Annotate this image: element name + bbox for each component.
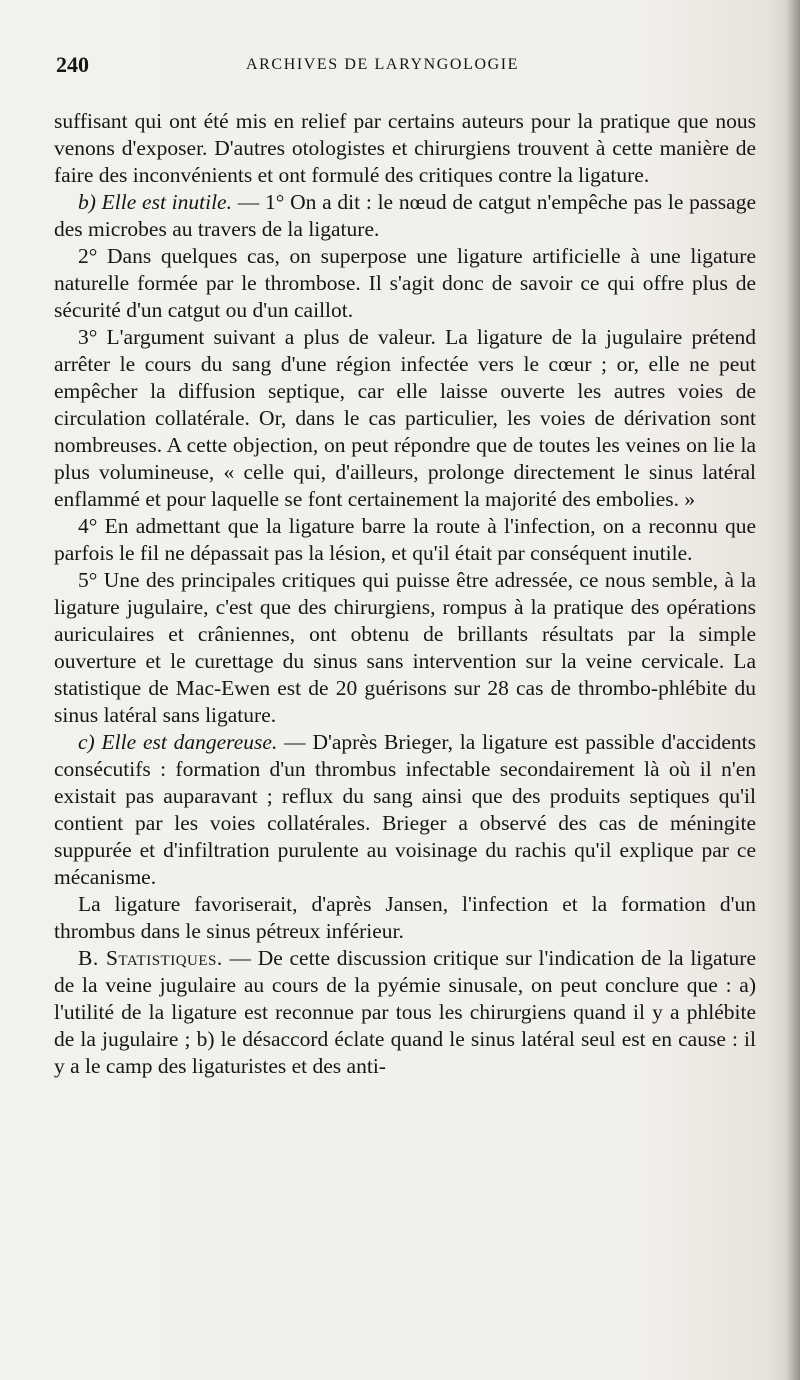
paragraph-7	[54, 729, 756, 891]
paragraph-3	[54, 243, 756, 324]
paragraph-9	[54, 945, 756, 1080]
paragraph-7-heading: c) Elle est dangereuse.	[78, 730, 278, 754]
paragraph-4-text: 3° L'argument suivant a plus de valeur. La ligature de la jugulaire prétend arrêter le cours du sang d'une région infectée vers le cœur ; or, elle ne peut empêcher la diffusion septique, car elle laisse ouverte les autres voies de circulation collatérale. Or, dans le cas particulier, les voies de dérivation sont nombreuses. A cette objection, on peut répondre que de toutes les veines on lie la plus volumineuse, « celle qui, d'ailleurs, prolonge directement le sinus latéral enflammé et pour laquelle se font certainement la majorité des embolies. »	[54, 325, 756, 511]
paragraph-2-text: — 1° On a dit : le nœud de catgut n'empêche pas le passage des microbes au travers de la ligature.	[54, 190, 756, 241]
paragraph-5-text: 4° En admettant que la ligature barre la route à l'infection, on a reconnu que parfois le fil ne dépassait pas la lésion, et qu'il était par conséquent inutile.	[54, 514, 756, 565]
paragraph-8	[54, 891, 756, 945]
paragraph-6	[54, 567, 756, 729]
paragraph-9-text: — De cette discussion critique sur l'indication de la ligature de la veine jugulaire au cours de la pyémie sinusale, on peut conclure que : a) l'utilité de la ligature est reconnue par tous les chirurgiens quand il y a phlébite de la jugulaire ; b) le désaccord éclate quand le sinus latéral seul est en cause : il y a le camp des ligaturistes et des anti-	[54, 946, 756, 1078]
paragraph-4	[54, 324, 756, 513]
paragraph-2	[54, 189, 756, 243]
page-number: 240	[56, 52, 89, 77]
paragraph-5	[54, 513, 756, 567]
paragraph-6-text: 5° Une des principales critiques qui puisse être adressée, ce nous semble, à la ligature jugulaire, c'est que des chirurgiens, rompus à la pratique des opérations auriculaires et crâniennes, ont obtenu de brillants résultats par la simple ouverture et le curettage du sinus sans intervention sur la veine cervicale. La statistique de Mac-Ewen est de 20 guérisons sur 28 cas de thrombo-phlébite du sinus latéral sans ligature.	[54, 568, 756, 727]
paragraph-1	[54, 108, 756, 189]
paragraph-3-text: 2° Dans quelques cas, on superpose une ligature artificielle à une ligature naturelle formée par le thrombose. Il s'agit donc de savoir ce qui offre plus de sécurité d'un catgut ou d'un caillot.	[54, 244, 756, 322]
paragraph-8-text: La ligature favoriserait, d'après Jansen, l'infection et la formation d'un thrombus dans le sinus pétreux inférieur.	[54, 892, 756, 943]
page-header	[56, 52, 756, 82]
paragraph-1-text: suffisant qui ont été mis en relief par certains auteurs pour la pratique que nous venons d'exposer. D'autres otologistes et chirurgiens trouvent à cette manière de faire des inconvénients et ont formulé des critiques contre la ligature.	[54, 109, 756, 187]
running-title: ARCHIVES DE LARYNGOLOGIE	[246, 56, 520, 73]
section-heading: B. Statistiques.	[78, 946, 223, 970]
paragraph-2-heading: b) Elle est inutile.	[78, 190, 232, 214]
page-edge-shadow	[786, 0, 800, 1380]
body-text	[54, 108, 756, 1080]
paragraph-7-text: — D'après Brieger, la ligature est passible d'accidents consécutifs : formation d'un thrombus infectable secondairement là où il n'en existait pas auparavant ; reflux du sang ainsi que des produits septiques qu'il contient par les voies collatérales. Brieger a observé des cas de méningite suppurée et d'infiltration purulente au voisinage du rachis qu'il explique par ce mécanisme.	[54, 730, 756, 889]
